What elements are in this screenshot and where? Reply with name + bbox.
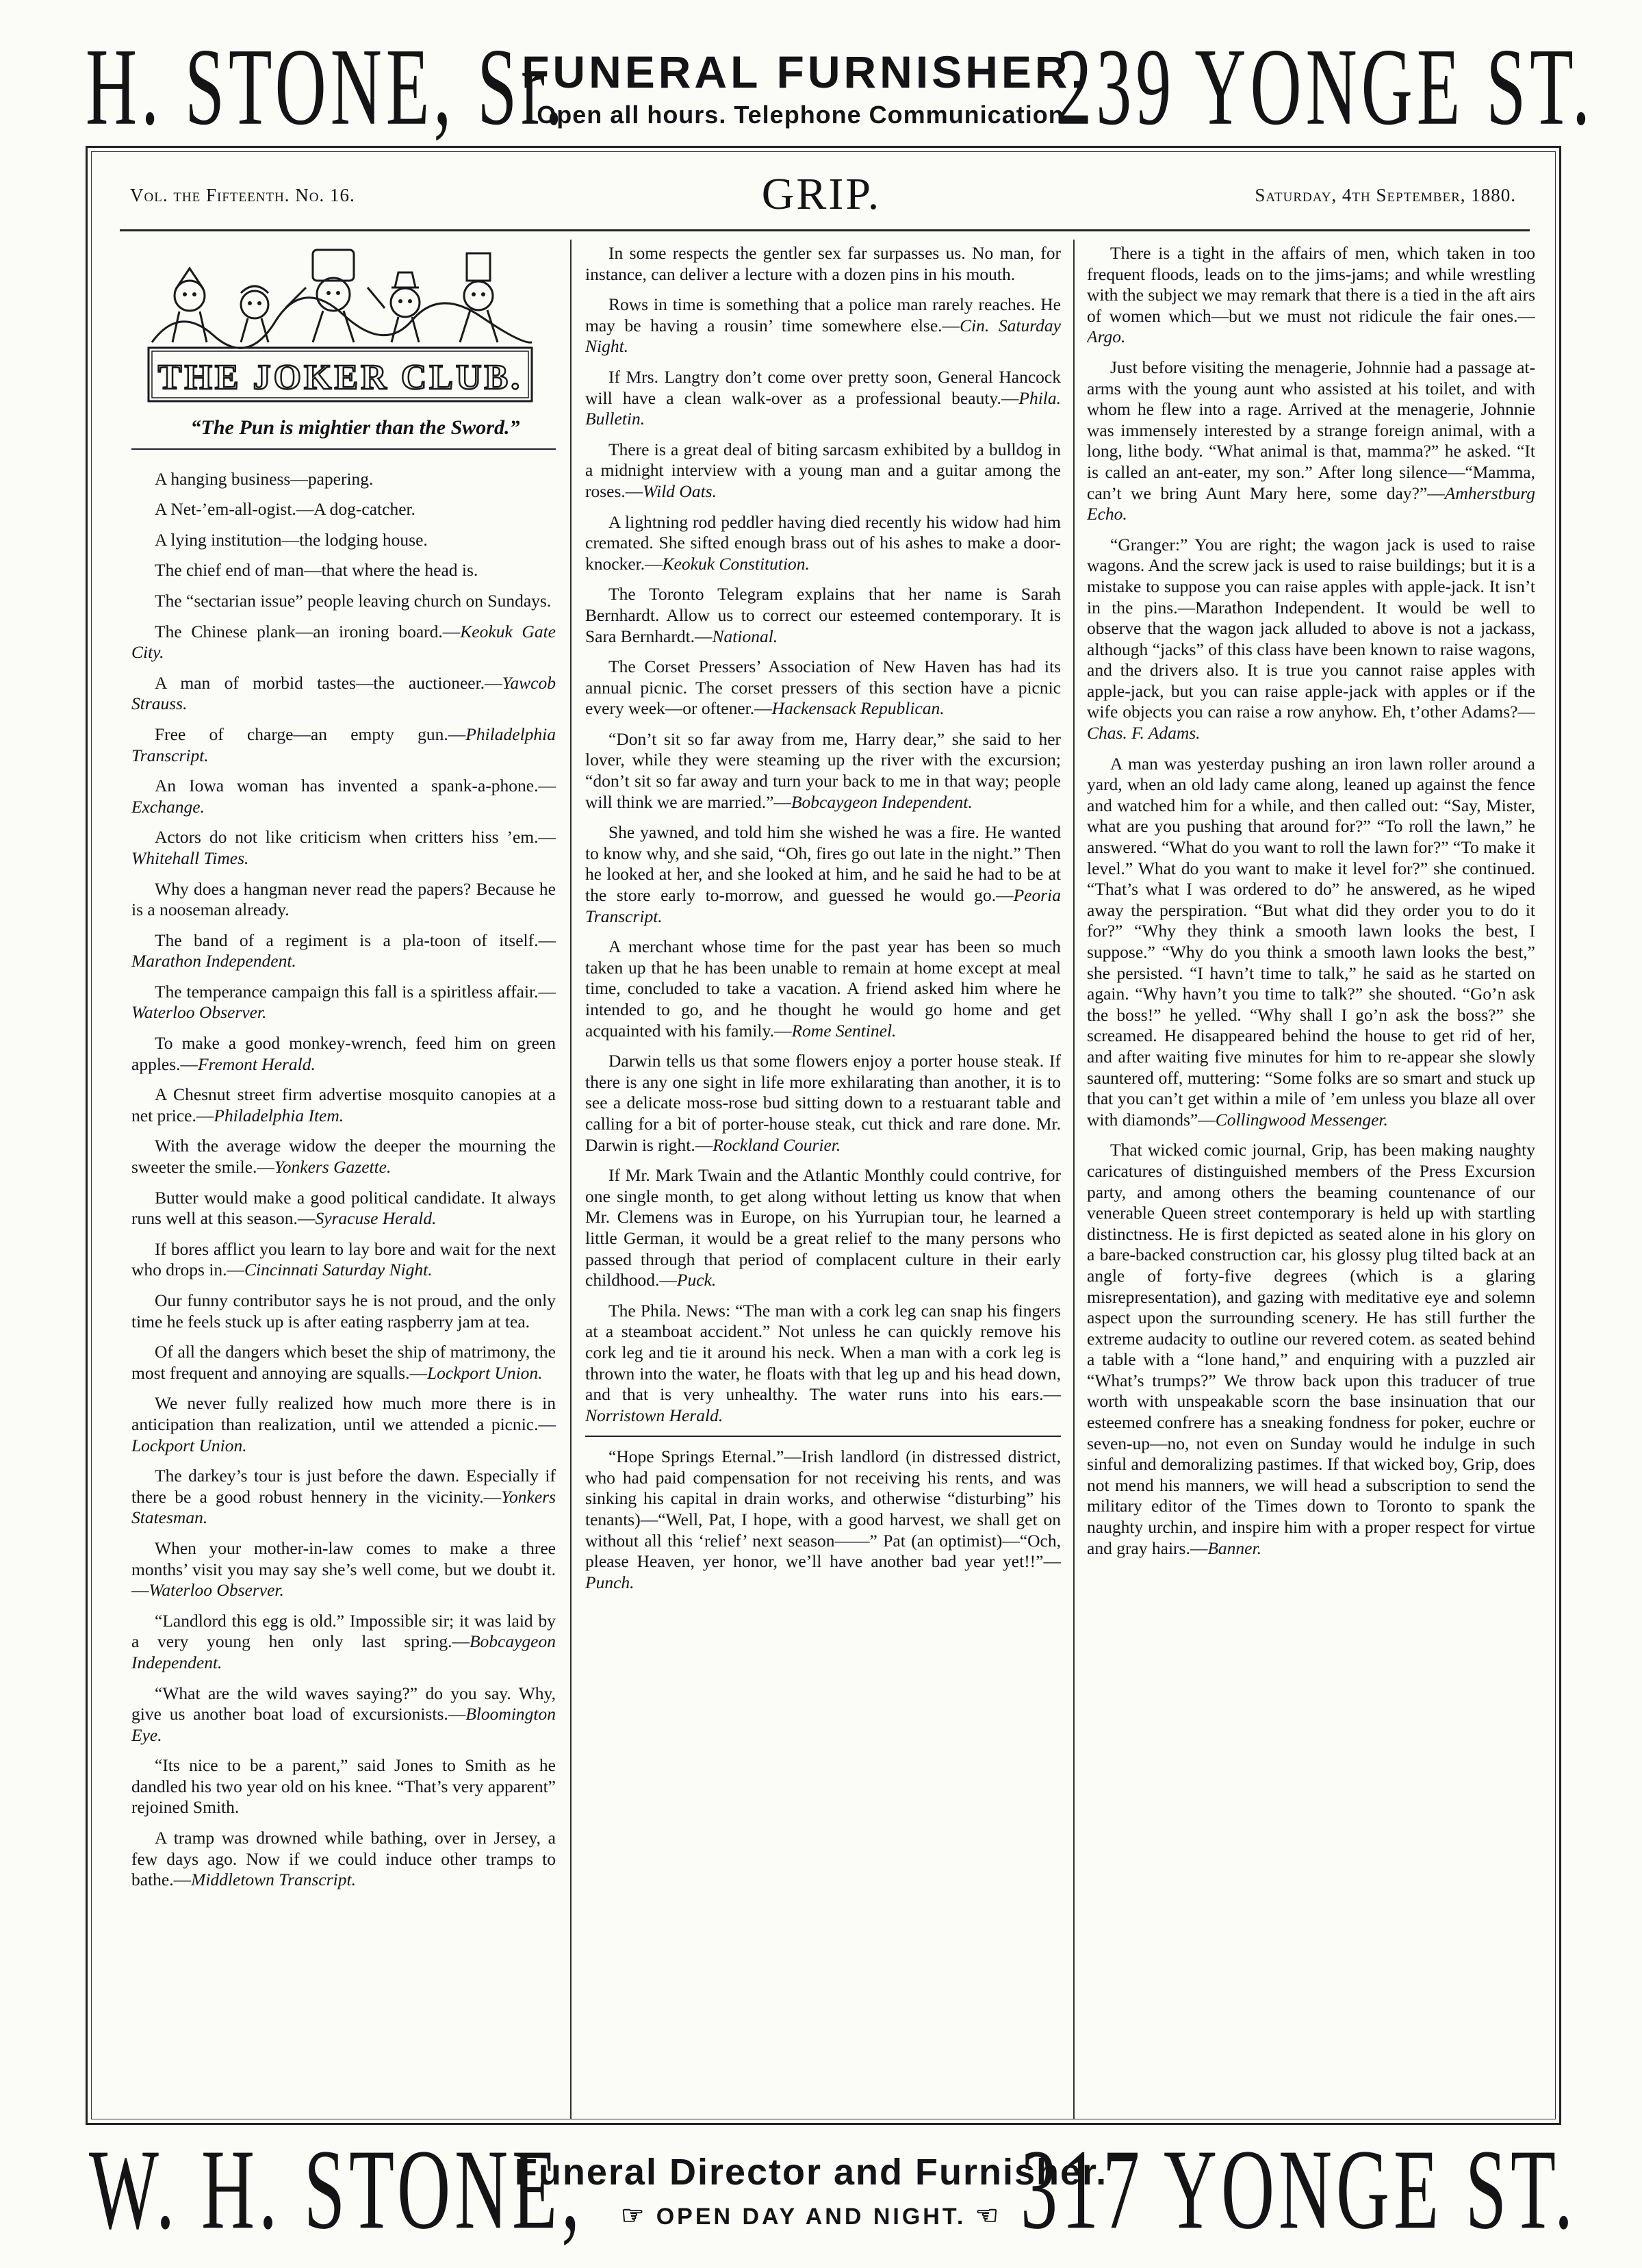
joke-source: Waterloo Observer. bbox=[131, 1002, 267, 1023]
advertiser-address: 239 YONGE ST. bbox=[1056, 25, 1594, 148]
column-divider bbox=[570, 240, 572, 2119]
joke-text: There is a tight in the affairs of men, which taken in too frequent floods, leads on to the jims-jams; and while wrestling with the subject we may remark that there is a tied in the aft airs of women which—but we must not ridicule the fair ones.— bbox=[1087, 243, 1535, 326]
joke-source: Norristown Herald. bbox=[585, 1405, 723, 1425]
masthead bbox=[110, 164, 1533, 226]
column-3-items bbox=[1087, 243, 1535, 1559]
joke-source: Bobcaygeon Independent. bbox=[791, 791, 973, 812]
joke-source: Philadelphia Item. bbox=[214, 1105, 344, 1125]
joke-source: National. bbox=[712, 626, 778, 646]
issue-date: Saturday, 4th September, 1880. bbox=[1255, 185, 1516, 205]
pointing-hand-icon: ☞ bbox=[621, 2201, 647, 2230]
joke-paragraph bbox=[131, 1683, 556, 1746]
joke-source: Keokuk Gate City. bbox=[131, 621, 556, 663]
column-2 bbox=[585, 243, 1061, 2115]
joke-paragraph bbox=[131, 879, 556, 921]
joke-paragraph bbox=[1087, 243, 1535, 348]
joke-paragraph bbox=[1087, 1140, 1535, 1559]
joke-source: Amherstburg Echo. bbox=[1087, 483, 1535, 524]
joke-source: Collingwood Messenger. bbox=[1215, 1109, 1388, 1130]
joke-paragraph bbox=[131, 1755, 556, 1818]
joke-paragraph bbox=[1087, 535, 1535, 744]
advertisement-center bbox=[493, 46, 1116, 129]
joke-paragraph bbox=[131, 560, 556, 581]
joke-paragraph bbox=[131, 1342, 556, 1384]
joke-paragraph bbox=[585, 1301, 1061, 1427]
joke-text: “Don’t sit so far away from me, Harry dear,” she said to her lover, while they were steaming up the river with the excursion; “don’t sit so far away and turn your back to me in that way; people will think we are married.”— bbox=[585, 728, 1061, 812]
joke-text: A hanging business—papering. bbox=[155, 468, 374, 489]
joke-text: A man was yesterday pushing an iron lawn roller around a yard, when an old lady came along, leaned up against the fence and watched him for a while, and then called out: “Say, Mister, what are you pushing that around for?” “To roll the lawn,” he answered. “What do you want to roll the lawn for?” “To make it level.” What do you want to make it level for?” she continued. “That’s what I was ordered to do” he answered, as he wiped away the perspiration. “But what did they order you to do it for?” “Why they think a smooth lawn looks the best, I suppose.” “Why do you think a smooth lawn looks the best,” she persisted. “I havn’t time to talk,” he said as he started on again. “Why havn’t you time to talk?” she shouted. “Go’n ask the boss!” he yelled. “Why shall I go’n ask the boss?” she screamed. He disappeared behind the house to get rid of her, and after waiting five minutes for him to re-appear she slowly sauntered off, muttering: “Some folks are so smart and stuck up that you can’t get within a mile of ’em unless you blaze all over with diamonds”— bbox=[1087, 753, 1535, 1130]
joke-source: Chas. F. Adams. bbox=[1087, 723, 1201, 743]
joke-paragraph bbox=[131, 1084, 556, 1126]
joke-source: Yonkers Statesman. bbox=[131, 1486, 556, 1528]
joke-source: Whitehall Times. bbox=[131, 848, 249, 868]
joke-text: Just before visiting the menagerie, Johnnie had a passage at-arms with the young aunt who assisted at his toilet, and with whom he flew into a rage. Arrived at the menagerie, Johnnie was immensely interested by a strange foreign animal, with a long, lithe body. “What animal is that, mamma?” he asked. “It is called an ant-eater, my son.” After long silence—“Mamma, can’t we bring Aunt Mary here, some day?”— bbox=[1087, 357, 1535, 503]
joke-text: That wicked comic journal, Grip, has been making naughty caricatures of distinguished members of the Press Excursion party, and among others the beaming countenance of our venerable Queen street contemporary is held up with startling distinctness. He is first depicted as seated alone in his glory on a bare-backed construction car, his glossy plug tilted back at an angle of forty-five degrees (which is a glaring misrepresentation), and gazing with meditative eye and solemn aspect upon the surrounding scenery. He has still further the extreme audacity to outline our revered cotem. as seated behind a table with a “lone hand,” and enquiring with a puzzled air “What’s trumps?” We throw back upon this traducer of true worth with unspeakable scorn the base insinuation that our esteemed confrere has a sneaking fondness for poker, euchre or seven-up—no, not even on Sunday would he indulge in such sinful and demoralizing pastimes. If that wicked boy, Grip, does not mend his manners, we will head a subscription to send the military editor of the Times down to Toronto to spank the naughty urchin, and inspire him with a proper respect for virtue and gray hairs.— bbox=[1087, 1140, 1535, 1558]
joke-paragraph bbox=[131, 1188, 556, 1229]
joke-paragraph bbox=[131, 827, 556, 869]
joke-paragraph bbox=[585, 512, 1061, 575]
joke-paragraph bbox=[131, 724, 556, 766]
advertiser-name: H. STONE, Sr. bbox=[86, 25, 567, 148]
joke-text: If Mr. Mark Twain and the Atlantic Monthly could contrive, for one single month, to get along without letting us know that when Mr. Clemens was in Europe, on his Yurrupian tour, he learned a little German, it would be a great relief to the many persons who passed through that period of complacent culture in their early childhood.— bbox=[585, 1165, 1061, 1290]
joke-text: A Chesnut street firm advertise mosquito canopies at a net price.— bbox=[131, 1084, 556, 1125]
joke-source: Bobcaygeon Independent. bbox=[131, 1631, 556, 1672]
joke-source: Middletown Transcript. bbox=[191, 1870, 356, 1890]
joke-source: Hackensack Republican. bbox=[771, 698, 945, 719]
joke-paragraph bbox=[131, 1828, 556, 1891]
joke-text: The temperance campaign this fall is a spiritless affair.— bbox=[155, 981, 556, 1002]
joke-source: Rome Sentinel. bbox=[791, 1020, 897, 1041]
joke-text: An Iowa woman has invented a spank-a-phone.— bbox=[155, 776, 556, 796]
joke-text: In some respects the gentler sex far surpasses us. No man, for instance, can deliver a lecture with a dozen pins in his mouth. bbox=[585, 243, 1061, 284]
club-motto: “The Pun is mightier than the Sword.” bbox=[190, 416, 520, 439]
joke-paragraph bbox=[131, 499, 556, 520]
joke-source: Punch. bbox=[585, 1572, 634, 1592]
section-rule bbox=[131, 448, 556, 450]
joke-source: Argo. bbox=[1087, 327, 1126, 347]
joke-text: “What are the wild waves saying?” do you say. Why, give us another boat load of excursionists.— bbox=[131, 1683, 556, 1724]
joke-text: The Chinese plank—an ironing board.— bbox=[155, 621, 461, 641]
joke-text: A lying institution—the lodging house. bbox=[155, 529, 428, 550]
advertisement-headline: FUNERAL FURNISHER. bbox=[522, 46, 1087, 97]
joke-text: Actors do not like criticism when critters hiss ’em.— bbox=[155, 827, 556, 848]
advertisement-headline: Funeral Director and Furnisher. bbox=[514, 2151, 1108, 2193]
joke-source: Banner. bbox=[1207, 1538, 1261, 1558]
joke-paragraph bbox=[131, 1393, 556, 1456]
column-1-items bbox=[131, 469, 556, 1891]
joke-source: Rockland Courier. bbox=[713, 1134, 841, 1155]
column-3 bbox=[1087, 243, 1535, 2115]
joke-text: If Mrs. Langtry don’t come over pretty soon, General Hancock will have a clean walk-over as a professional beauty.— bbox=[585, 366, 1061, 408]
joke-paragraph bbox=[585, 367, 1061, 430]
joke-text: We never fully realized how much more there is in anticipation than realization, until we attended a picnic.— bbox=[131, 1393, 556, 1434]
joke-source: Fremont Herald. bbox=[198, 1054, 316, 1074]
joke-paragraph bbox=[131, 673, 556, 715]
joke-source: Peoria Transcript. bbox=[585, 885, 1061, 926]
joke-source: Syracuse Herald. bbox=[315, 1208, 437, 1229]
joke-paragraph bbox=[131, 1290, 556, 1332]
joke-text: To make a good monkey-wrench, feed him on green apples.— bbox=[131, 1033, 556, 1074]
joke-paragraph bbox=[585, 729, 1061, 813]
joke-paragraph bbox=[131, 930, 556, 972]
joke-source: Keokuk Constitution. bbox=[662, 553, 810, 574]
bottom-advertisement bbox=[0, 2126, 1642, 2256]
column-1 bbox=[131, 240, 556, 2115]
joke-paragraph bbox=[1087, 754, 1535, 1131]
volume-number: Vol. the Fifteenth. No. 16. bbox=[130, 185, 355, 205]
joke-text: The Toronto Telegram explains that her name is Sarah Bernhardt. Allow us to correct our esteemed contemporary. It is Sara Bernhardt.— bbox=[585, 584, 1061, 646]
joke-source: Phila. Bulletin. bbox=[585, 387, 1061, 429]
joke-text: The band of a regiment is a pla-toon of itself.— bbox=[155, 930, 556, 950]
top-advertisement bbox=[0, 27, 1642, 147]
paper-title: GRIP. bbox=[761, 169, 882, 219]
joke-text: Darwin tells us that some flowers enjoy a porter house steak. If there is any one sight in life more exhilarating than another, it is to see a delicate moss-rose bud sitting down to a restuarant table and calling for a bit of porter-house steak, cut thick and rare done. Mr. Darwin is right.— bbox=[585, 1051, 1061, 1155]
joke-text: “Landlord this egg is old.” Impossible sir; it was laid by a very young hen only last spring.— bbox=[131, 1610, 556, 1652]
joke-text: The Corset Pressers’ Association of New Haven has had its annual picnic. The corset pressers of this section have a picnic every week—or oftener.— bbox=[585, 657, 1061, 719]
masthead-rule bbox=[120, 229, 1530, 231]
advertiser-address: 317 YONGE ST. bbox=[1021, 2127, 1577, 2254]
joke-text: With the average widow the deeper the mourning the sweeter the smile.— bbox=[131, 1136, 556, 1177]
joke-source: Puck. bbox=[676, 1270, 717, 1290]
joke-paragraph bbox=[131, 1033, 556, 1075]
joke-source: Yonkers Gazette. bbox=[274, 1157, 392, 1177]
joke-text: There is a great deal of biting sarcasm exhibited by a bulldog in a midnight interview with a young man and a guitar among the roses.— bbox=[585, 439, 1061, 501]
joke-text: The Phila. News: “The man with a cork leg can snap his fingers at a steamboat accident.” Not unless he can quickly remove his cork leg and tie it around his neck. When a man with a cork leg is thrown into the water, he floats with that leg up and his head down, and that is very unhealthy. The water runs into his ears.— bbox=[585, 1300, 1061, 1405]
joke-paragraph bbox=[585, 294, 1061, 357]
joke-source: Cincinnati Saturday Night. bbox=[244, 1260, 433, 1280]
joke-text: A tramp was drowned while bathing, over in Jersey, a few days ago. Now if we could induce other tramps to bathe.— bbox=[131, 1828, 556, 1890]
joke-text: Our funny contributor says he is not proud, and the only time he feels stuck up is after eating raspberry jam at tea. bbox=[131, 1290, 556, 1332]
joke-text: A man of morbid tastes—the auctioneer.— bbox=[155, 672, 502, 693]
joke-paragraph bbox=[585, 1447, 1061, 1593]
joke-source: Yawcob Strauss. bbox=[131, 672, 556, 714]
club-title: THE JOKER CLUB. bbox=[157, 358, 523, 397]
joke-source: Exchange. bbox=[131, 796, 205, 817]
joke-paragraph bbox=[585, 822, 1061, 927]
advertiser-name: W. H. STONE, bbox=[89, 2127, 585, 2254]
joke-paragraph bbox=[585, 657, 1061, 719]
joke-text: When your mother-in-law comes to make a three months’ visit you may say she’s well come, but we doubt it.— bbox=[131, 1538, 556, 1601]
joke-text: The “sectarian issue” people leaving church on Sundays. bbox=[155, 590, 552, 611]
joke-paragraph bbox=[131, 1538, 556, 1601]
joke-text: Butter would make a good political candidate. It always runs well at this season.— bbox=[131, 1187, 556, 1229]
joke-paragraph bbox=[1087, 357, 1535, 525]
joker-club-illustration-icon bbox=[138, 240, 542, 411]
joke-source: Cin. Saturday Night. bbox=[585, 315, 1061, 357]
advertisement-subline: Open all hours. Telephone Communication. bbox=[537, 100, 1072, 129]
joke-text: She yawned, and told him she wished he was a fire. He wanted to know why, and she said, “Oh, fires go out late in the night.” Then he looked at her, and she looked at him, and he said he had to be at the store early to-morrow, and guessed he would go.— bbox=[585, 822, 1061, 906]
joke-text: A lightning rod peddler having died recently his widow had him cremated. She sifted enough brass out of his ashes to make a door-knocker.— bbox=[585, 511, 1061, 574]
joke-text: If bores afflict you learn to lay bore and wait for the next who drops in.— bbox=[131, 1238, 556, 1280]
joke-source: Philadelphia Transcript. bbox=[131, 724, 556, 765]
joker-club-illustration bbox=[138, 240, 542, 411]
joke-paragraph bbox=[131, 591, 556, 612]
joke-paragraph bbox=[585, 1165, 1061, 1291]
column-2-items bbox=[585, 243, 1061, 1593]
joke-text: Free of charge—an empty gun.— bbox=[155, 724, 466, 744]
joke-paragraph bbox=[585, 936, 1061, 1041]
joke-text: “Its nice to be a parent,” said Jones to Smith as he dandled his two year old on his knee. “That’s very apparent” rejoined Smith. bbox=[131, 1755, 556, 1818]
joke-paragraph bbox=[131, 1239, 556, 1281]
joke-paragraph bbox=[131, 469, 556, 490]
hours-text: OPEN DAY AND NIGHT. bbox=[656, 2203, 966, 2230]
joke-text: Of all the dangers which beset the ship of matrimony, the most frequent and annoying are squalls.— bbox=[131, 1342, 556, 1383]
joke-source: Waterloo Observer. bbox=[149, 1580, 284, 1601]
joke-text: “Granger:” You are right; the wagon jack is used to raise wagons. And the screw jack is used to raise buildings; but it is a mistake to suppose you can raise apples with apple-jack. It isn’t in the pins.—Marathon Independent. It would be well to observe that the wagon jack alluded to above is not a jackass, although “jacks” of this class have been known to raise wagons, and the drivers also. It is true you cannot raise apples with apple-jack, but you can raise apple-jack with apples or if the wife objects you can raise a row anyhow. Eh, t’other Adams?— bbox=[1087, 534, 1535, 722]
joke-paragraph bbox=[131, 530, 556, 551]
joke-paragraph bbox=[585, 243, 1061, 285]
pointing-hand-icon: ☜ bbox=[975, 2201, 1001, 2230]
joke-paragraph bbox=[585, 584, 1061, 647]
column-divider bbox=[1073, 240, 1075, 2119]
joke-source: Lockport Union. bbox=[426, 1362, 543, 1383]
joke-text: Rows in time is something that a police man rarely reaches. He may be having a rousin’ time somewhere else.— bbox=[585, 294, 1061, 335]
joke-paragraph bbox=[131, 776, 556, 817]
joke-paragraph bbox=[585, 439, 1061, 502]
joke-source: Lockport Union. bbox=[131, 1435, 247, 1455]
joke-text: A Net-’em-all-ogist.—A dog-catcher. bbox=[155, 499, 415, 520]
joke-text: The darkey’s tour is just before the dawn. Especially if there be a good robust hennery in the vicinity.— bbox=[131, 1466, 556, 1507]
joke-text: A merchant whose time for the past year has been so much taken up that he has been unable to remain at home except at meal time, concluded to take a vacation. A friend asked him where he intended to go, and he thought he would go home and get acquainted with his family.— bbox=[585, 936, 1061, 1041]
section-rule bbox=[585, 1436, 1061, 1437]
joke-paragraph bbox=[131, 982, 556, 1023]
joke-text: The chief end of man—that where the head is. bbox=[155, 560, 478, 581]
joke-source: Marathon Independent. bbox=[131, 951, 296, 971]
joke-paragraph bbox=[131, 1136, 556, 1177]
joke-paragraph bbox=[131, 622, 556, 663]
joke-text: “Hope Springs Eternal.”—Irish landlord (in distressed district, who had paid compensation for not receiving his rents, and was sinking his capital in drain works, and otherwise “disturbing” his tenants)—“Well, Pat, I hope, with a good harvest, we shall get on without all this ‘relief’ next season——” Pat (an optimist)—“Och, please Heaven, yer honor, we’ll have another bad year yet!!”— bbox=[585, 1447, 1061, 1572]
joke-paragraph bbox=[131, 1466, 556, 1529]
joke-paragraph bbox=[585, 1051, 1061, 1156]
joke-source: Wild Oats. bbox=[643, 481, 717, 501]
joke-paragraph bbox=[131, 1611, 556, 1674]
joke-source: Bloomington Eye. bbox=[131, 1704, 556, 1745]
joke-text: Why does a hangman never read the papers? Because he is a nooseman already. bbox=[131, 878, 556, 920]
